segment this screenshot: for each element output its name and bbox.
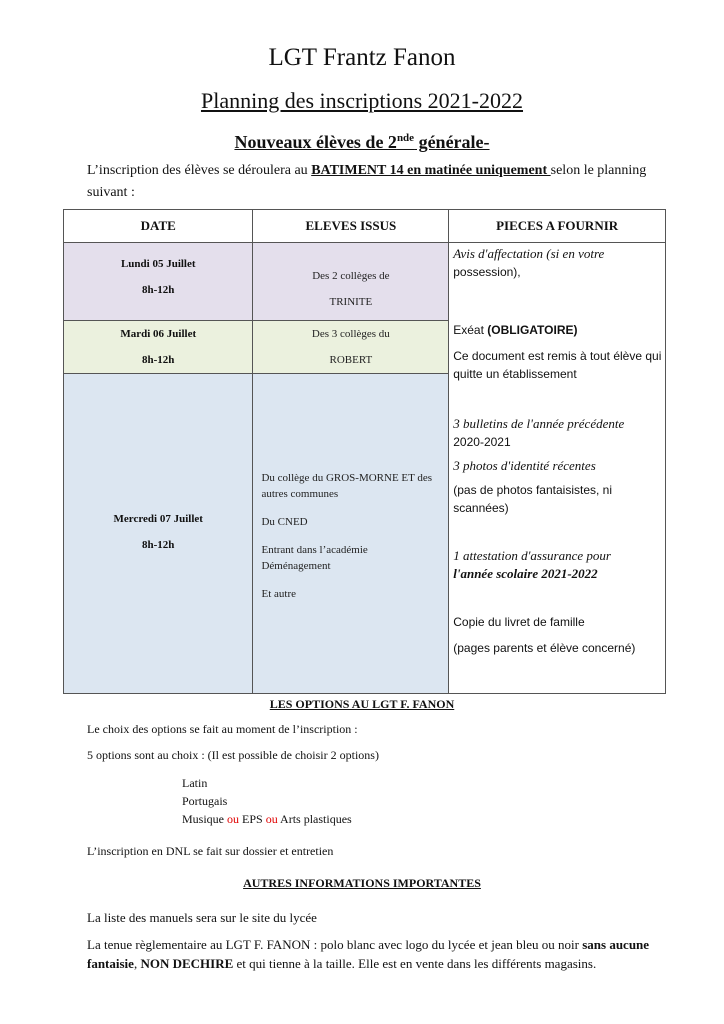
tenue-bold-2: NON DECHIRE xyxy=(140,956,234,971)
header-pieces: PIECES A FOURNIR xyxy=(449,210,666,243)
option-item: Latin xyxy=(182,776,208,790)
manuels-line: La liste des manuels sera sur le site du lycée xyxy=(87,910,317,925)
date-label: Mercredi 07 Juillet xyxy=(113,513,203,525)
piece-livret: Copie du livret de famille xyxy=(453,615,585,629)
header-date: DATE xyxy=(64,210,253,243)
page-subtitle: Planning des inscriptions 2021-2022 xyxy=(200,88,524,113)
hours-label: 8h-12h xyxy=(142,539,175,551)
piece-photos-note: (pas de photos fantaisistes, ni scannées) xyxy=(453,483,613,515)
piece-exeat-note: Ce document est remis à tout élève qui quitte un établissement xyxy=(453,349,662,381)
piece-photos: 3 photos d'identité récentes xyxy=(453,458,596,473)
piece-livret-note: (pages parents et élève concerné) xyxy=(453,641,636,655)
tenue-bold: sans aucune fantaisie xyxy=(87,937,650,971)
or-word: ou xyxy=(265,812,278,826)
heading-text: Nouveaux élèves de 2 xyxy=(234,132,397,152)
school-title: LGT Frantz Fanon xyxy=(268,44,456,71)
issus-line: Et autre xyxy=(261,588,296,600)
issus-line: Des 2 collèges de xyxy=(312,270,390,282)
date-cell xyxy=(64,374,253,694)
issus-cell xyxy=(253,243,449,321)
option-item: Portugais xyxy=(182,794,228,808)
options-line2: 5 options sont au choix : (Il est possible de choisir 2 options) xyxy=(87,748,379,762)
options-list xyxy=(182,774,352,828)
header-eleves: ELEVES ISSUS xyxy=(253,210,449,243)
issus-cell xyxy=(253,374,449,694)
autres-heading: AUTRES INFORMATIONS IMPORTANTES xyxy=(243,876,481,890)
intro-text-2: selon le planning suivant : xyxy=(87,163,647,200)
option-item-arts xyxy=(182,810,352,828)
option-arts: Arts plastiques xyxy=(277,812,352,826)
issus-line: Déménagement xyxy=(261,560,331,572)
planning-table xyxy=(63,209,666,694)
piece-bulletins-year: 2020-2021 xyxy=(453,435,511,449)
tenue-text: La tenue règlementaire au LGT F. FANON : polo blanc avec logo du lycée et jean bleu ou noir xyxy=(87,937,583,952)
tenue-text-2: et qui tienne à la taille. Elle est en vente dans les différents magasins. xyxy=(233,956,597,971)
intro-paragraph xyxy=(87,160,647,204)
options-line1: Le choix des options se fait au moment de l’inscription : xyxy=(87,722,358,736)
tenue-paragraph xyxy=(87,935,667,973)
issus-line: Du collège du GROS-MORNE ET des autres communes xyxy=(261,472,433,500)
issus-line: TRINITE xyxy=(329,296,373,308)
piece-attestation: 1 attestation d'assurance pour xyxy=(453,548,611,563)
intro-bold: BATIMENT 14 en matinée uniquement xyxy=(311,163,551,178)
option-musique: Musique xyxy=(182,812,227,826)
piece-exeat-bold: (OBLIGATOIRE) xyxy=(487,323,578,337)
intro-text: L’inscription des élèves se déroulera au xyxy=(87,163,312,178)
options-heading: LES OPTIONS AU LGT F. FANON xyxy=(269,697,455,711)
issus-line: ROBERT xyxy=(329,354,373,366)
issus-line: Des 3 collèges du xyxy=(311,328,390,340)
option-eps: EPS xyxy=(239,812,266,826)
hours-label: 8h-12h xyxy=(142,354,175,366)
piece-attestation-bold: l'année scolaire 2021-2022 xyxy=(453,566,598,581)
issus-line: Du CNED xyxy=(261,516,308,528)
date-cell xyxy=(64,243,253,321)
table-row xyxy=(64,243,666,321)
date-cell xyxy=(64,321,253,374)
piece-exeat: Exéat xyxy=(453,323,488,337)
tenue-sep: , xyxy=(133,956,141,971)
hours-label: 8h-12h xyxy=(142,284,175,296)
issus-cell xyxy=(253,321,449,374)
issus-line: Entrant dans l’académie xyxy=(261,544,368,556)
date-label: Lundi 05 Juillet xyxy=(120,258,196,270)
section-heading xyxy=(0,132,724,153)
dnl-line: L’inscription en DNL se fait sur dossier et entretien xyxy=(87,844,334,858)
heading-sup: nde xyxy=(396,132,415,144)
pieces-cell xyxy=(449,243,666,694)
piece-bulletins: 3 bulletins de l'année précédente xyxy=(453,416,625,431)
piece-avis-rest: possession), xyxy=(453,265,521,279)
piece-avis: Avis d'affectation (si en votre xyxy=(453,246,605,261)
table-header-row xyxy=(64,210,666,243)
or-word: ou xyxy=(227,812,239,826)
heading-text-post: générale- xyxy=(414,132,490,152)
date-label: Mardi 06 Juillet xyxy=(120,328,197,340)
